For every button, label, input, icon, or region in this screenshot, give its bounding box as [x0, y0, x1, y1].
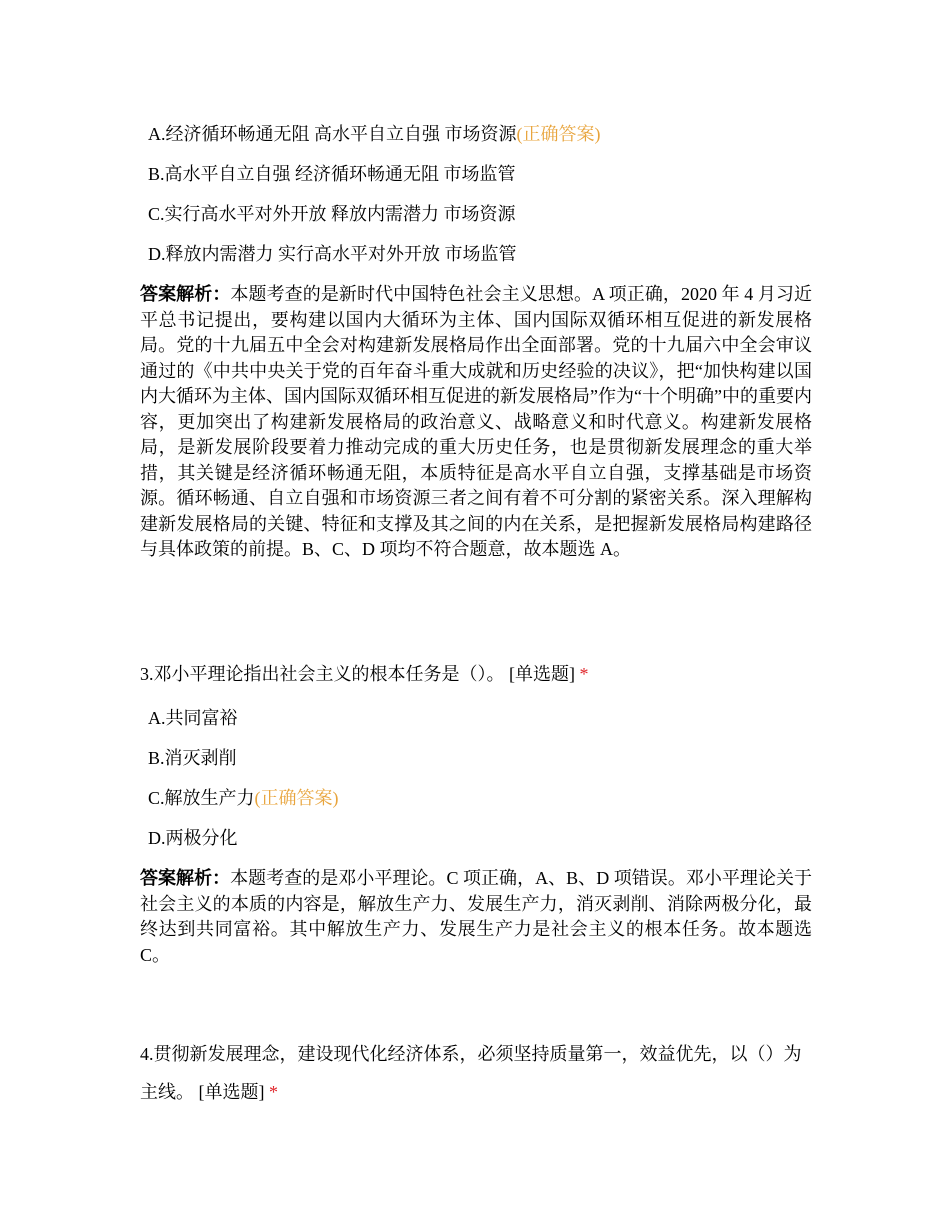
- q2-analysis-label: 答案解析：: [140, 284, 231, 304]
- q3-option-b-text: B.消灭剥削: [148, 748, 237, 768]
- q3-option-d-text: D.两极分化: [148, 828, 238, 848]
- q3-option-c[interactable]: [148, 786, 339, 810]
- q2-option-a-text: A.经济循环畅通无阻 高水平自立自强 市场资源: [148, 124, 517, 144]
- q3-question-text: 3.邓小平理论指出社会主义的根本任务是（）。 [单选题]: [140, 664, 575, 684]
- q3-analysis-text: 本题考查的是邓小平理论。C 项正确，A、B、D 项错误。邓小平理论关于社会主义的本质的内容是，解放生产力、发展生产力，消灭剥削、消除两极分化，最终达到共同富裕。其中解放生产力、发展生产力是社会主义的根本任务。故本题选 C。: [140, 868, 812, 965]
- q3-option-b[interactable]: [148, 746, 237, 770]
- q4-question-text: 4.贯彻新发展理念，建设现代化经济体系，必须坚持质量第一，效益优先，以（）为主线。 [单选题]: [140, 1044, 802, 1102]
- q2-analysis: [140, 282, 812, 563]
- q2-option-b[interactable]: [148, 162, 516, 186]
- q3-option-a-text: A.共同富裕: [148, 708, 238, 728]
- q2-option-d-text: D.释放内需潜力 实行高水平对外开放 市场监管: [148, 244, 517, 264]
- q2-option-a[interactable]: [148, 122, 601, 146]
- q3-option-d[interactable]: [148, 826, 238, 850]
- q3-question: [140, 662, 812, 686]
- q3-option-c-text: C.解放生产力: [148, 788, 255, 808]
- q2-correct-answer-label: (正确答案): [516, 124, 601, 144]
- q2-option-c-text: C.实行高水平对外开放 释放内需潜力 市场资源: [148, 204, 516, 224]
- q4-question: [140, 1035, 812, 1111]
- q2-analysis-text: 本题考查的是新时代中国特色社会主义思想。A 项正确，2020 年 4 月习近平总书记提出，要构建以国内大循环为主体、国内国际双循环相互促进的新发展格局。党的十九届五中全会对构建新发展格局作出全面部署。党的十九届六中全会审议通过的《中共中央关于党的百年奋斗重大成就和历史经验的决议》，把“加快构建以国内大循环为主体、国内国际双循环相互促进的新发展格局”作为“十个明确”中的重要内容，更加突出了构建新发展格局的政治意义、战略意义和时代意义。构建新发展格局，是新发展阶段要着力推动完成的重大历史任务，也是贯彻新发展理念的重大举措，其关键是经济循环畅通无阻，本质特征是高水平自立自强，支撑基础是市场资源。循环畅通、自立自强和市场资源三者之间有着不可分割的紧密关系。深入理解构建新发展格局的关键、特征和支撑及其之间的内在关系，是把握新发展格局构建路径与具体政策的前提。B、C、D 项均不符合题意，故本题选 A。: [140, 284, 812, 559]
- q3-option-a[interactable]: [148, 706, 238, 730]
- q4-required-mark: *: [269, 1082, 278, 1102]
- q3-correct-answer-label: (正确答案): [254, 788, 339, 808]
- q2-option-c[interactable]: [148, 202, 516, 226]
- q2-option-d[interactable]: [148, 242, 517, 266]
- q3-analysis: [140, 866, 812, 968]
- q3-required-mark: *: [579, 664, 589, 684]
- q2-option-b-text: B.高水平自立自强 经济循环畅通无阻 市场监管: [148, 164, 516, 184]
- q3-analysis-label: 答案解析：: [140, 868, 231, 888]
